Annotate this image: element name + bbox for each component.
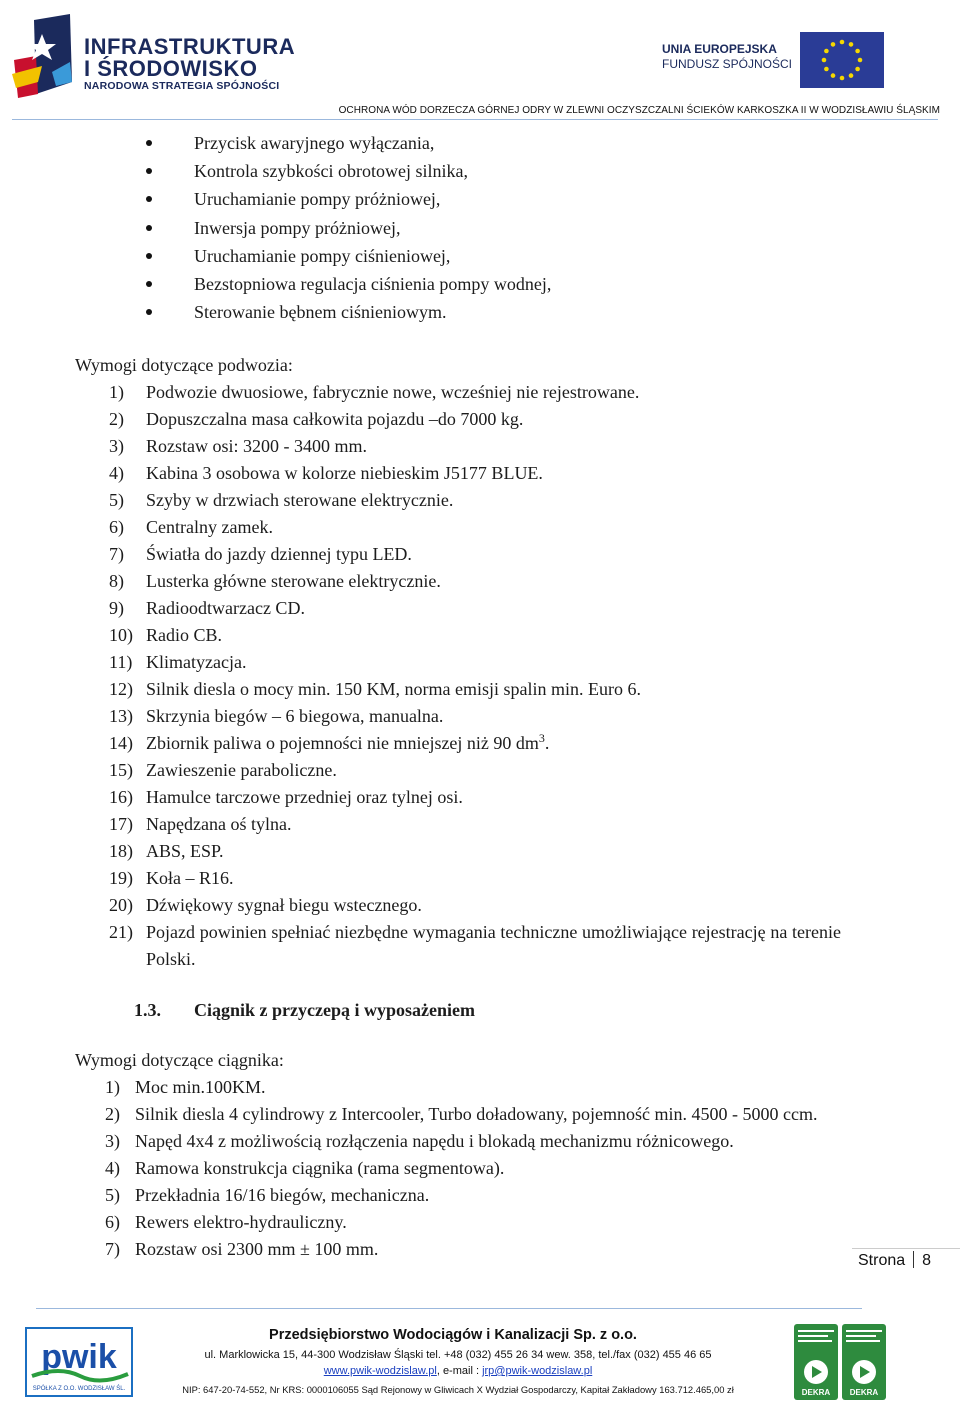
chassis-heading: Wymogi dotyczące podwozia: xyxy=(75,355,293,375)
list-item: 5) Przekładnia 16/16 biegów, mechaniczna. xyxy=(105,1185,430,1205)
bullet-list xyxy=(146,129,551,326)
certificate-badge-iso9001 xyxy=(794,1324,838,1400)
list-item: 16) Hamulce tarczowe przedniej oraz tylnej osi. xyxy=(109,787,463,807)
website-link[interactable]: www.pwik-wodzislaw.pl xyxy=(323,1365,437,1377)
list-item: 4) Ramowa konstrukcja ciągnika (rama segmentowa). xyxy=(105,1158,505,1178)
list-item: 10) Radio CB. xyxy=(109,625,223,645)
pwik-logo-sub: SPÓŁKA Z O.O. WODZISŁAW ŚL. xyxy=(32,1386,126,1392)
list-item: 11) Klimatyzacja. xyxy=(109,652,247,672)
list-item: 15) Zawieszenie paraboliczne. xyxy=(109,760,337,780)
list-item: 7) Rozstaw osi 2300 mm ± 100 mm. xyxy=(105,1239,379,1259)
list-item: 13) Skrzynia biegów – 6 biegowa, manualna. xyxy=(109,706,444,726)
list-item: 4) Kabina 3 osobowa w kolorze niebieskim J5177 BLUE. xyxy=(109,463,543,483)
list-item: 2) Silnik diesla 4 cylindrowy z Intercooler, Turbo doładowany, pojemność min. 4500 - 5000 ccm. xyxy=(105,1104,818,1124)
footer-divider xyxy=(36,1308,862,1309)
page-number-rule xyxy=(852,1248,960,1249)
list-item: 18) ABS, ESP. xyxy=(109,841,224,861)
project-title: OCHRONA WÓD DORZECZA GÓRNEJ ODRY W ZLEWNI OCZYSZCZALNI ŚCIEKÓW KARKOSZKA II W WODZISŁAWIU ŚLĄSKIM xyxy=(338,105,940,116)
tractor-list xyxy=(105,1074,875,1263)
footer-registry: NIP: 647-20-74-552, Nr KRS: 0000106055 Sąd Rejonowy w Gliwicach X Wydział Gospodarczy, Kapitał Zakładowy 163.712.465,00 zł xyxy=(182,1384,734,1395)
certificate-badge-iso14001 xyxy=(842,1324,886,1400)
svg-text:DEKRA: DEKRA xyxy=(801,1388,831,1397)
list-item: 9) Radioodtwarzacz CD. xyxy=(109,598,305,618)
list-item: 7) Światła do jazdy dziennej typu LED. xyxy=(109,544,412,564)
list-item: 19) Koła – R16. xyxy=(109,868,234,888)
pwik-logo-text: pwik xyxy=(41,1338,117,1376)
list-item: 8) Lusterka główne sterowane elektrycznie. xyxy=(109,571,441,591)
list-item: 3) Napęd 4x4 z możliwością rozłączenia napędu i blokadą mechanizmu różnicowego. xyxy=(105,1131,734,1151)
list-item: Kontrola szybkości obrotowej silnika, xyxy=(146,157,551,185)
page-number: Strona 8 xyxy=(858,1252,932,1269)
infrastruktura-logo xyxy=(12,12,296,102)
list-item: 17) Napędzana oś tylna. xyxy=(109,814,292,834)
list-item: 3) Rozstaw osi: 3200 - 3400 mm. xyxy=(109,436,367,456)
logo-subtitle: NARODOWA STRATEGIA SPÓJNOŚCI xyxy=(84,80,280,92)
list-item: Przycisk awaryjnego wyłączania, xyxy=(146,129,551,157)
list-item: 2) Dopuszczalna masa całkowita pojazdu –do 7000 kg. xyxy=(109,409,524,429)
list-item: Bezstopniowa regulacja ciśnienia pompy wodnej, xyxy=(146,270,551,298)
list-item: 12) Silnik diesla o mocy min. 150 KM, norma emisji spalin min. Euro 6. xyxy=(109,679,641,699)
logo-title: INFRASTRUKTURA I ŚRODOWISKO xyxy=(84,34,296,81)
svg-text:DEKRA: DEKRA xyxy=(849,1388,879,1397)
list-item: 21) Pojazd powinien spełniać niezbędne wymagania techniczne umożliwiające rejestrację na terenie Polski. xyxy=(109,922,841,969)
tractor-heading: Wymogi dotyczące ciągnika: xyxy=(75,1050,284,1070)
list-item: 5) Szyby w drzwiach sterowane elektrycznie. xyxy=(109,490,454,510)
list-item: 6) Centralny zamek. xyxy=(109,517,273,537)
list-item: Inwersja pompy próżniowej, xyxy=(146,214,551,242)
list-item: Uruchamianie pompy próżniowej, xyxy=(146,185,551,213)
list-item: 6) Rewers elektro-hydrauliczny. xyxy=(105,1212,347,1232)
list-item: 1) Podwozie dwuosiowe, fabrycznie nowe, wcześniej nie rejestrowane. xyxy=(109,382,640,402)
list-item: 1) Moc min.100KM. xyxy=(105,1077,266,1097)
footer-address: ul. Marklowicka 15, 44-300 Wodzisław Śląski tel. +48 (032) 455 26 34 wew. 358, tel./fax (032) 455 46 65 xyxy=(204,1349,712,1361)
section-heading: 1.3. Ciągnik z przyczepą i wyposażeniem xyxy=(134,1000,475,1020)
list-item: 20) Dźwiękowy sygnał biegu wstecznego. xyxy=(109,895,422,915)
list-item: Sterowanie bębnem ciśnieniowym. xyxy=(146,298,551,326)
chassis-list xyxy=(109,379,841,973)
eu-flag-icon xyxy=(800,32,884,88)
email-link[interactable]: jrp@pwik-wodzislaw.pl xyxy=(482,1365,593,1377)
footer-contact: www.pwik-wodzislaw.pl, e-mail : jrp@pwik-wodzislaw.pl xyxy=(323,1365,593,1377)
header-divider xyxy=(12,119,938,120)
eu-label: UNIA EUROPEJSKA FUNDUSZ SPÓJNOŚCI xyxy=(661,42,792,71)
nss-star-icon xyxy=(12,12,82,102)
list-item: Uruchamianie pompy ciśnieniowej, xyxy=(146,242,551,270)
pwik-logo xyxy=(20,1322,138,1402)
list-item: 14) Zbiornik paliwa o pojemności nie mniejszej niż 90 $dm^3$. xyxy=(109,731,550,753)
footer-company: Przedsiębiorstwo Wodociągów i Kanalizacji Sp. z o.o. xyxy=(269,1327,637,1343)
